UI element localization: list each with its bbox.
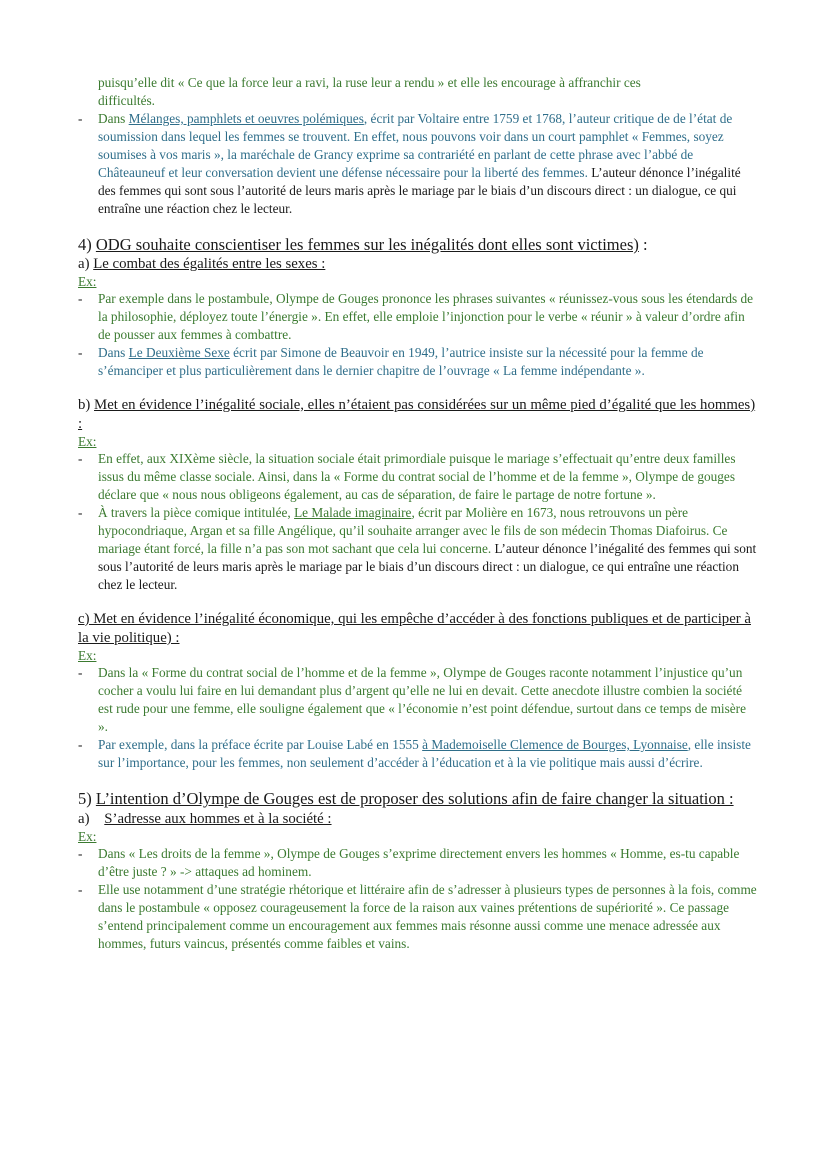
section-title: L’intention d’Olympe de Gouges est de proposer des solutions afin de faire changer la situation : xyxy=(95,789,734,808)
list-item-text: Dans xyxy=(98,345,129,360)
subsection-a-heading xyxy=(78,255,758,274)
list-item xyxy=(78,504,758,594)
list-item-text: Dans la « Forme du contrat social de l’homme et de la femme », Olympe de Gouges raconte notamment l’injustice qu’un cocher a voulu lui faire en lui demandant plus d’argent qu’elle ne lui en devait. Cette anecdote illustre combien la société est rude pour une femme, elle souligne également que « l’économie n’est point défendue, surtout dans ce temps de misère ». xyxy=(98,665,747,734)
section-number: 4) xyxy=(78,235,96,254)
subsection-prefix: b) xyxy=(78,397,95,413)
list-item-text: écrit par Simone de Beauvoir en 1949, l’autrice insiste sur la nécessité pour la femme de s’émanciper et plus particulièrement dans le dernier chapitre de l’ouvrage « La femme indépendante ». xyxy=(98,345,704,378)
list-item-text: , elle insiste sur l’importance, pour les femmes, non seulement d’accéder à l’éducation et à la vie politique mais aussi d’écrire. xyxy=(98,737,751,770)
list-item xyxy=(78,344,758,380)
continuation-text xyxy=(78,74,758,110)
subsection-title: S’adresse aux hommes et à la société : xyxy=(104,811,332,827)
list-item xyxy=(78,845,758,881)
bullet-dash: - xyxy=(78,451,83,466)
continuation-line-2: difficultés. xyxy=(98,93,155,108)
subsection-title: Met en évidence l’inégalité sociale, elles n’étaient pas considérées sur un même pied d’égalité que les hommes) : xyxy=(78,397,756,432)
section-title: ODG souhaite conscientiser les femmes sur les inégalités dont elles sont victimes) xyxy=(95,235,639,254)
bullet-dash: - xyxy=(78,882,83,897)
list-item xyxy=(78,736,758,772)
work-title: Mélanges, pamphlets et oeuvres polémiques xyxy=(128,111,364,126)
example-label: Ex: xyxy=(78,434,97,449)
list-item-text: , écrit par Voltaire entre 1759 et 1768, l’auteur critique de de l’état de soumission dans lequel les femmes se trouvent. En effet, nous pouvons voir dans un court pamphlet « Femmes, soyez soumises à vos maris », la maréchale de Grancy exprime sa contrariété en parlant de cette phrase avec l’abbé de Châteauneuf et leur conversation devient une défense nécessaire pour la liberté des femmes. xyxy=(98,111,733,180)
bullet-dash: - xyxy=(78,737,83,752)
work-title: Le Malade imaginaire xyxy=(294,505,412,520)
list-item-text: , écrit par Molière en 1673, nous retrouvons un père hypocondriaque, Argan et sa fille Angélique, qu’il souhaite arranger avec le fils de son médecin Thomas Diafoirus. Ce mariage étant forcé, la fille n’a pas son mot sachant que cela lui concerne. xyxy=(98,505,728,556)
example-label: Ex: xyxy=(78,648,97,663)
subsection-c-heading: c) Met en évidence l’inégalité économique, qui les empêche d’accéder à des fonctions publiques et de participer à la vie politique) : xyxy=(78,611,751,646)
list-item-text: Elle use notamment d’une stratégie rhétorique et littéraire afin de s’adresser à plusieurs types de personnes à la fois, comme dans le postambule « opposez courageusement la force de la raison aux vaines prétentions de supériorité ». Ce passage s’entend principalement comme un encouragement aux femmes mais résonne aussi comme une menace adressée aux hommes, futurs vaincus, présentés comme faibles et vains. xyxy=(98,882,757,951)
section-number: 5) xyxy=(78,789,96,808)
list-item xyxy=(78,290,758,344)
example-label: Ex: xyxy=(78,274,97,289)
bullet-dash: - xyxy=(78,505,83,520)
list-item-text: À travers la pièce comique intitulée, xyxy=(98,505,295,520)
list-item xyxy=(78,450,758,504)
list-item xyxy=(78,664,758,736)
list-item-text: L’auteur dénonce l’inégalité des femmes qui sont sous l’autorité de leurs maris après le mariage par le biais d’un discours direct : un dialogue, ce qui entraîne une réaction chez le lecteur. xyxy=(98,541,757,592)
section-colon: : xyxy=(638,235,648,254)
list-item-text: Par exemple, dans la préface écrite par Louise Labé en 1555 xyxy=(98,737,423,752)
list-item xyxy=(78,110,758,218)
list-item xyxy=(78,881,758,953)
list-item-text: Par exemple dans le postambule, Olympe de Gouges prononce les phrases suivantes « réunissez-vous sous les étendards de la philosophie, déployez toute l’énergie ». En effet, elle emploie l’injonction pour le verbe « réunir » à valeur d’ordre afin de pousser aux femmes à combattre. xyxy=(98,291,754,342)
work-title: à Mademoiselle Clemence de Bourges, Lyonnaise xyxy=(422,737,688,752)
subsection-title: Le combat des égalités entre les sexes : xyxy=(93,256,326,272)
continuation-line-1: puisqu’elle dit « Ce que la force leur a ravi, la ruse leur a rendu » et elle les encourage à affranchir ces xyxy=(98,75,641,90)
subsection-prefix: a) xyxy=(78,256,94,272)
bullet-dash: - xyxy=(78,665,83,680)
bullet-dash: - xyxy=(78,846,83,861)
section-5-heading xyxy=(78,788,758,810)
example-label: Ex: xyxy=(78,829,97,844)
list-item-text: Dans « Les droits de la femme », Olympe de Gouges s’exprime directement envers les hommes « Homme, es-tu capable d’être juste ? » -> attaques ad hominem. xyxy=(98,846,740,879)
bullet-dash: - xyxy=(78,345,83,360)
list-item-text: En effet, aux XIXème siècle, la situation sociale était primordiale puisque le mariage s’effectuait qu’entre deux familles issus du même classe sociale. Ainsi, dans la « Forme du contrat social de l’homme et de la femme », Olympe de gouges déclare que « nous nous obligeons également, au cas de séparation, de faire le partage de notre fortune ». xyxy=(98,451,736,502)
bullet-dash: - xyxy=(78,111,83,126)
subsection-b-heading xyxy=(78,396,758,434)
bullet-dash: - xyxy=(78,291,83,306)
list-item-text: Dans xyxy=(98,111,129,126)
subsection-a-heading xyxy=(78,810,758,829)
document-page xyxy=(78,74,758,953)
subsection-prefix: a) xyxy=(78,811,105,827)
section-4-heading xyxy=(78,234,758,255)
work-title: Le Deuxième Sexe xyxy=(128,345,230,360)
list-item-text: L’auteur dénonce l’inégalité des femmes qui sont sous l’autorité de leurs maris après le mariage par le biais d’un discours direct : un dialogue, ce qui entraîne une réaction chez le lecteur. xyxy=(98,165,741,216)
